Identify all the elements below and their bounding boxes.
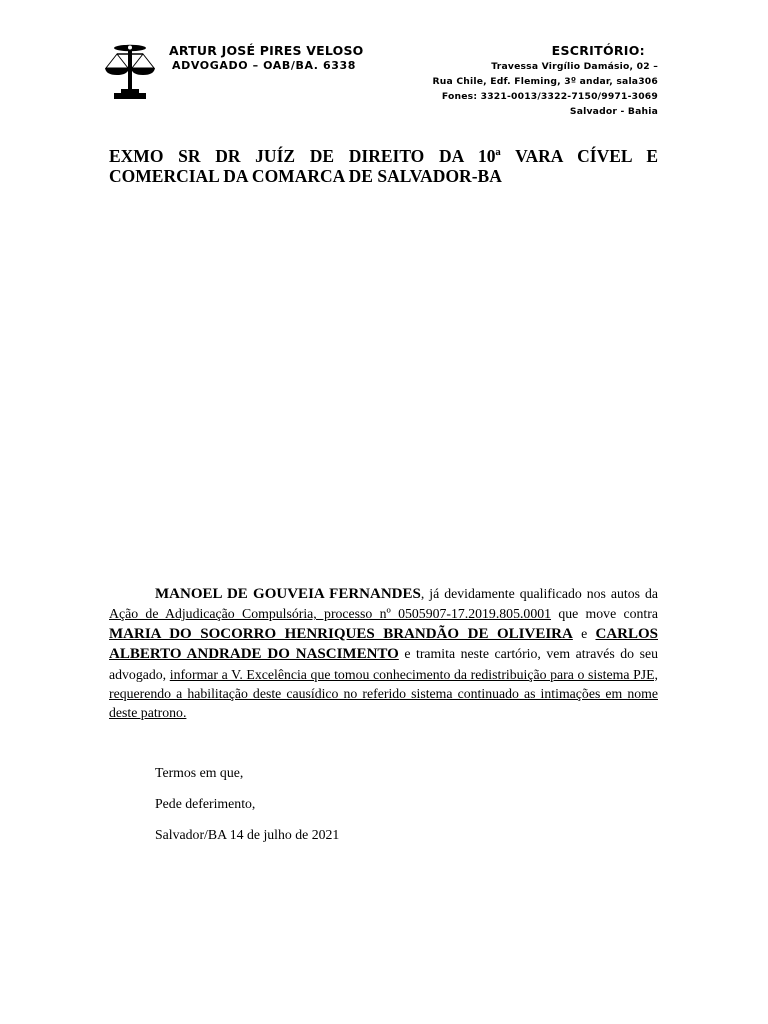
body-text: e	[572, 625, 596, 641]
office-title: ESCRITÓRIO:	[551, 43, 645, 58]
closing-line: Pede deferimento,	[155, 796, 256, 811]
request-text: informar a V. Excelência que tomou conhecimento da redistribuição para o sistema PJE, requerendo a habilitação deste causídico no referido sistema continuado as intimações em nome deste patrono.	[109, 666, 658, 721]
scales-of-justice-icon	[104, 42, 156, 100]
office-address-line: Travessa Virgílio Damásio, 02 –	[491, 61, 658, 72]
office-phones: Fones: 3321-0013/3322-7150/9971-3069	[441, 91, 658, 102]
office-city: Salvador - Bahia	[569, 106, 658, 117]
lawyer-oab: ADVOGADO – OAB/BA. 6338	[172, 59, 356, 72]
date-line: Salvador/BA 14 de julho de 2021	[155, 827, 340, 842]
action-reference: Ação de Adjudicação Compulsória, processo nº 0505907-17.2019.805.0001	[109, 606, 552, 622]
body-text: e tramita neste cartório, vem através do seu advogado,	[109, 646, 658, 682]
closing-line: Termos em que,	[155, 765, 244, 780]
body-text: , já devidamente qualificado nos autos da	[420, 586, 658, 601]
office-address-line: Rua Chile, Edf. Fleming, 3º andar, sala306	[432, 76, 658, 87]
defendant-name: CARLOS ALBERTO ANDRADE DO NASCIMENTO	[109, 625, 658, 663]
plaintiff-name: MANOEL DE GOUVEIA FERNANDES	[155, 586, 421, 602]
defendant-name: MARIA DO SOCORRO HENRIQUES BRANDÃO DE OLIVEIRA	[109, 625, 573, 642]
body-text: que move contra	[551, 606, 658, 622]
addressee-heading: EXMO SR DR JUÍZ DE DIREITO DA 10ª VARA CÍVEL E COMERCIAL DA COMARCA DE SALVADOR-BA	[109, 146, 658, 186]
petition-paragraph	[109, 584, 658, 723]
office-header	[433, 43, 659, 119]
lawyer-name: ARTUR JOSÉ PIRES VELOSO	[169, 43, 364, 58]
lawyer-header	[169, 43, 363, 73]
